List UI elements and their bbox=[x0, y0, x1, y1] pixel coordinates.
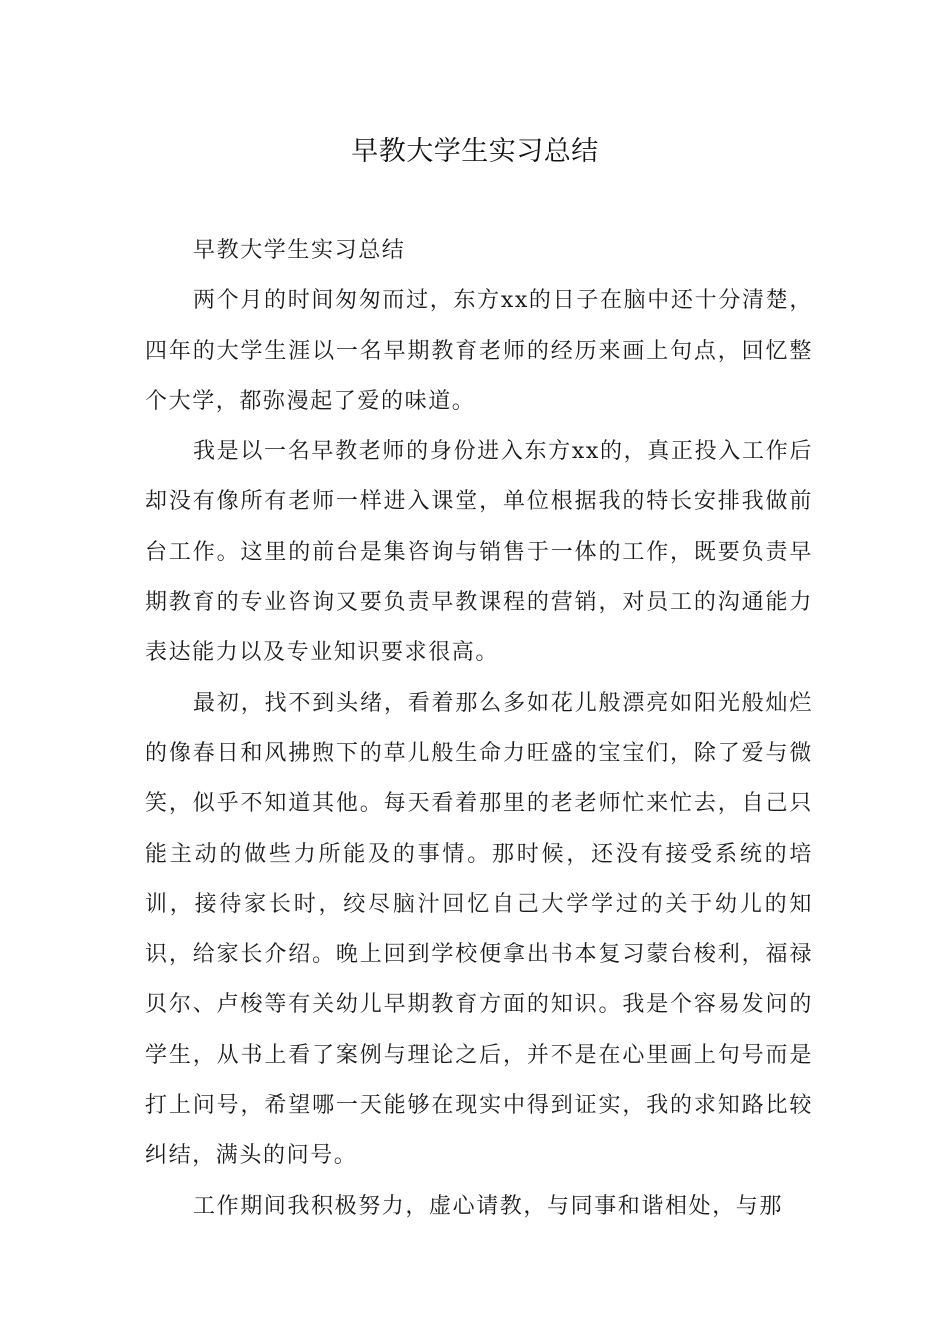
document-body bbox=[145, 226, 813, 1232]
paragraph: 工作期间我积极努力，虚心请教，与同事和谐相处，与那 bbox=[193, 1193, 784, 1219]
document-title: 早教大学生实习总结 bbox=[351, 136, 599, 167]
paragraph: 两个月的时间匆匆而过，东方xx的日子在脑中还十分清楚，四年的大学生涯以一名早期教育老师的经历来画上句点，回忆整个大学，都弥漫起了爱的味道。 bbox=[145, 288, 813, 414]
paragraph: 我是以一名早教老师的身份进入东方xx的，真正投入工作后却没有像所有老师一样进入课堂，单位根据我的特长安排我做前台工作。这里的前台是集咨询与销售于一体的工作，既要负责早期教育的专业咨询又要负责早教课程的营销，对员工的沟通能力表达能力以及专业知识要求很高。 bbox=[145, 439, 813, 666]
paragraph-subtitle: 早教大学生实习总结 bbox=[193, 238, 406, 263]
paragraph: 最初，找不到头绪，看着那么多如花儿般漂亮如阳光般灿烂的像春日和风拂煦下的草儿般生命力旺盛的宝宝们，除了爱与微笑，似乎不知道其他。每天看着那里的老老师忙来忙去，自己只能主动的做些力所能及的事情。那时候，还没有接受系统的培训，接待家长时，绞尽脑汁回忆自己大学学过的关于幼儿的知识，给家长介绍。晚上回到学校便拿出书本复习蒙台梭利，福禄贝尔、卢梭等有关幼儿早期教育方面的知识。我是个容易发问的学生，从书上看了案例与理论之后，并不是在心里画上句号而是打上问号，希望哪一天能够在现实中得到证实，我的求知路比较纠结，满头的问号。 bbox=[145, 690, 813, 1169]
